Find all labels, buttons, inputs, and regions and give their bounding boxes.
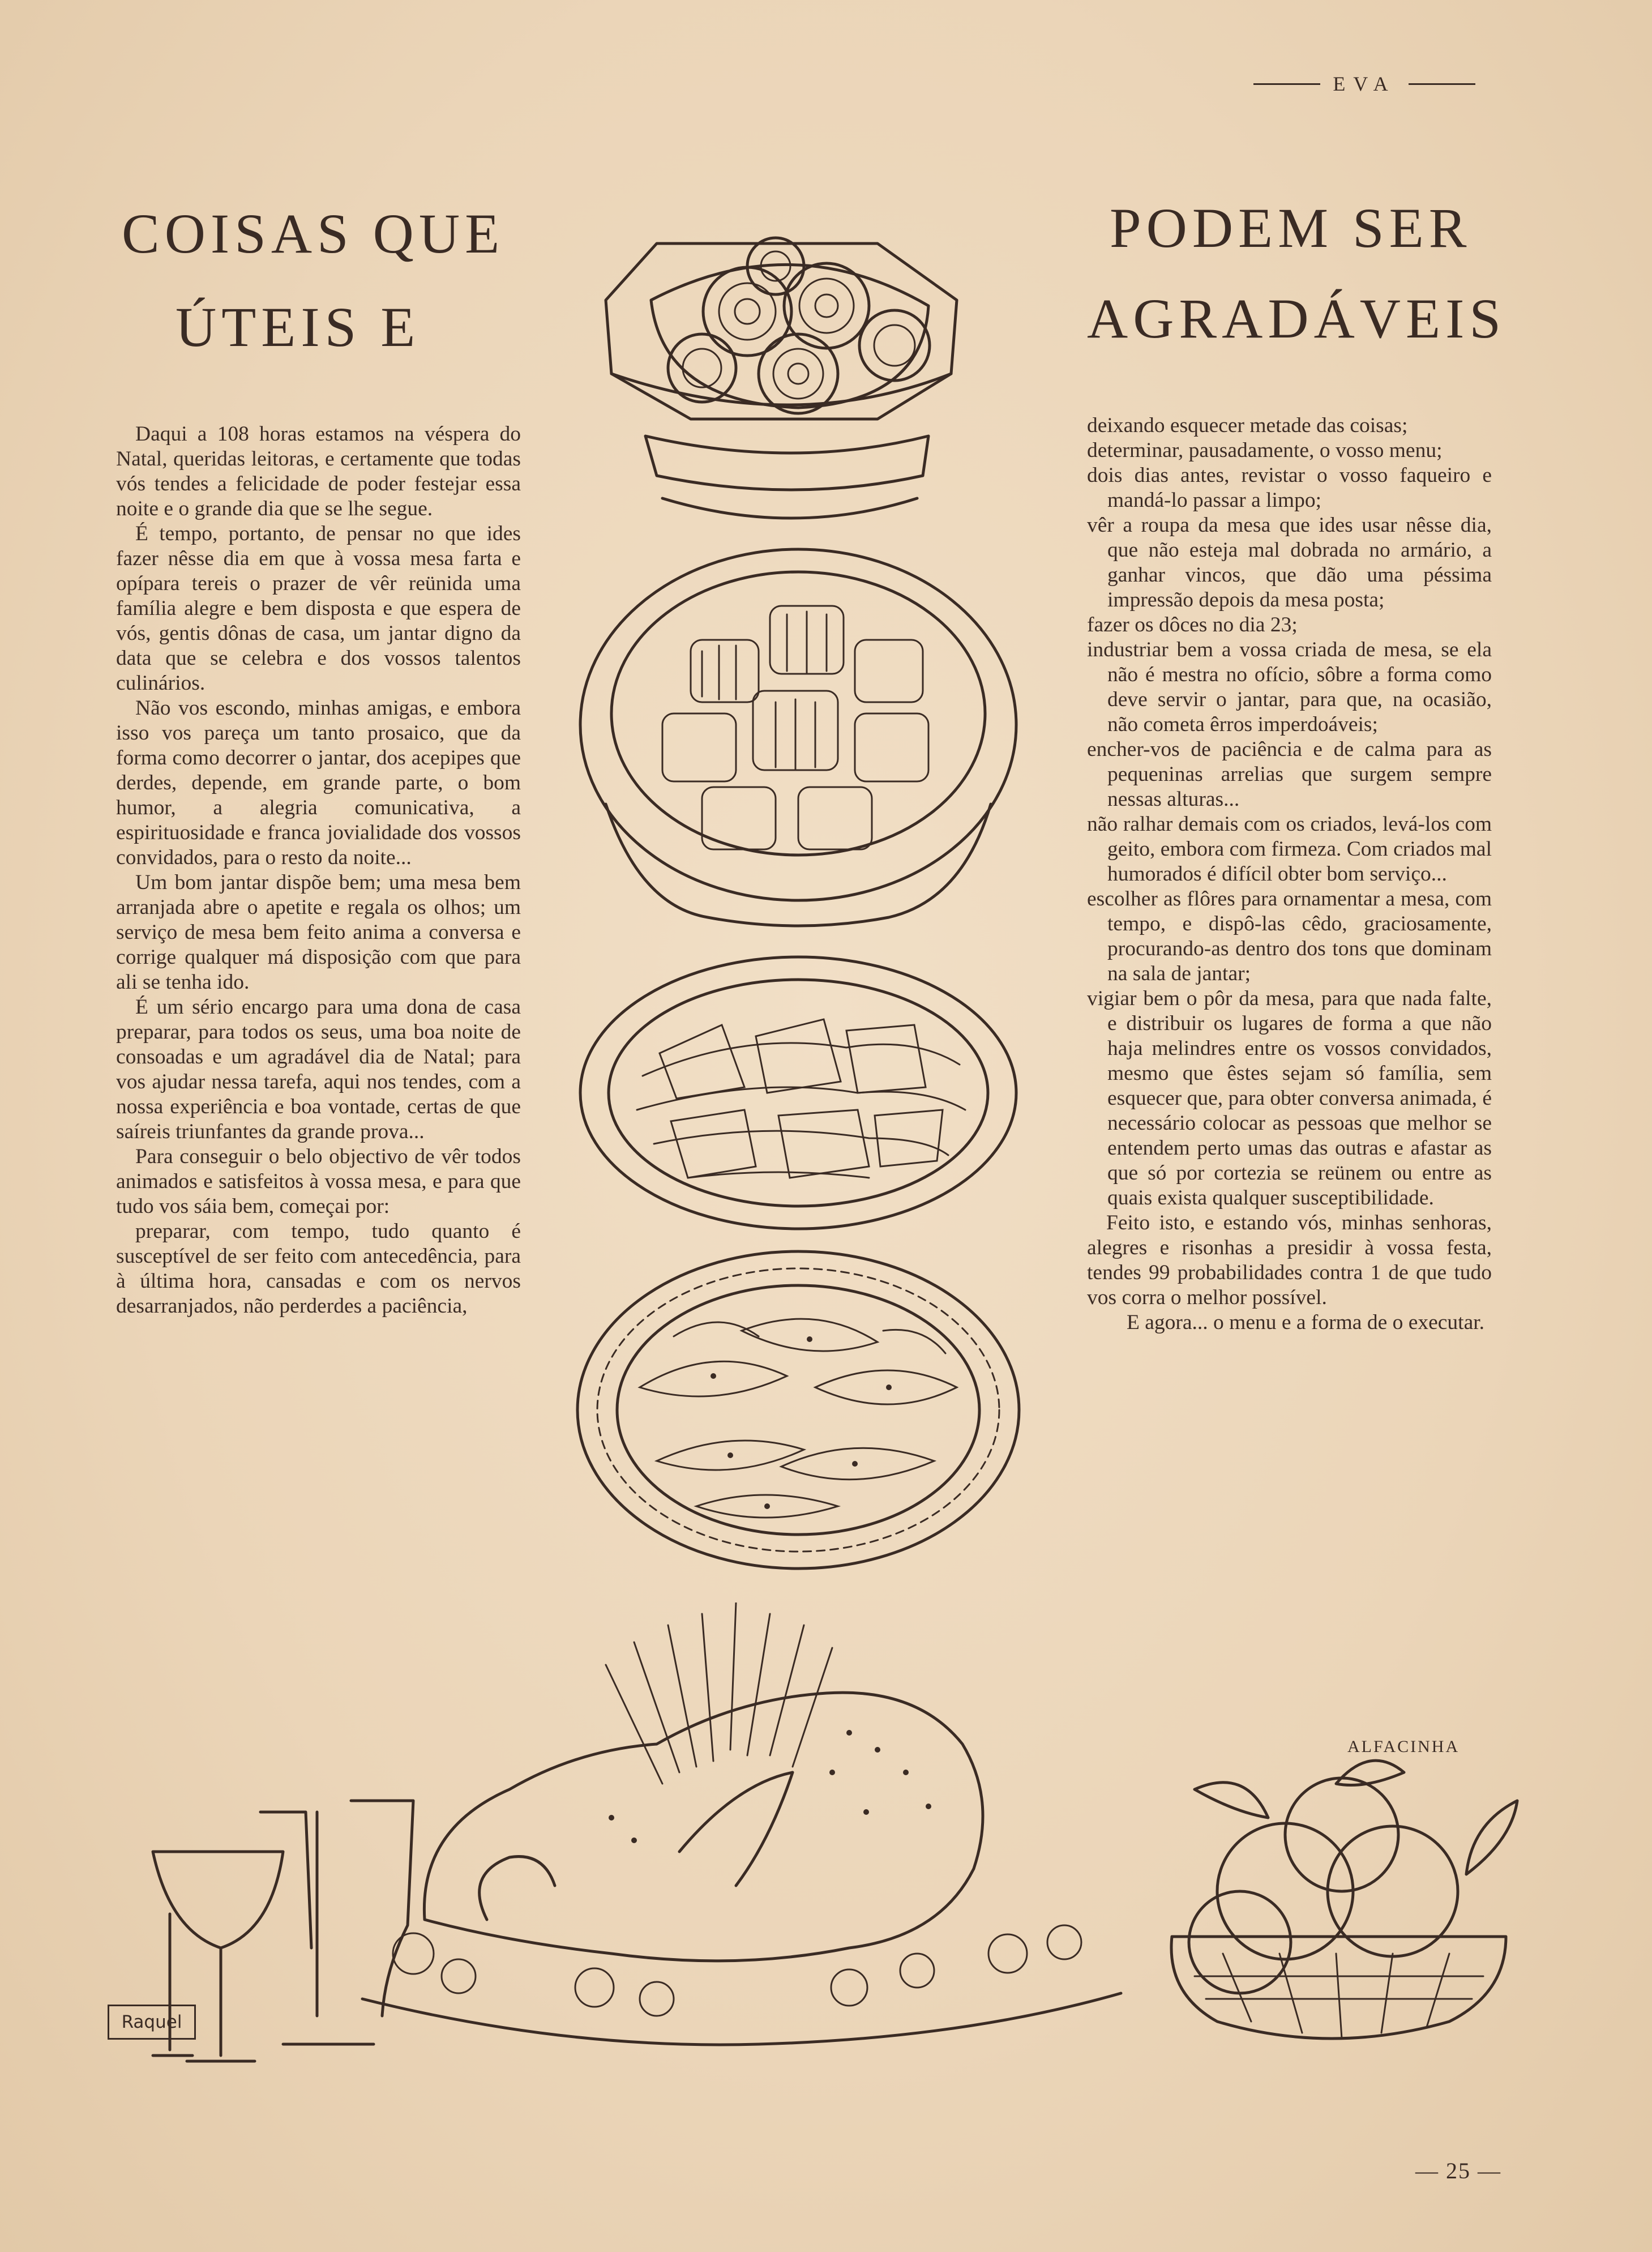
artist-signature: Raquel: [108, 2005, 196, 2040]
left-paragraph-1: Daqui a 108 horas estamos na véspera do Natal, queridas leitoras, e certamente que todas vós tendes a felicidade de poder festejar essa noite e o grande dia que se lhe segue.: [116, 422, 521, 520]
left-paragraph-5: É um sério encargo para uma dona de casa preparar, para todos os seus, uma boa noite de consoadas e um agradável dia de Natal; para vos ajudar nessa tarefa, aqui nos tendes, com a nossa experiência e boa vontade, certas de que saíreis triunfantes da grande prova...: [116, 995, 521, 1143]
pastry-dish-icon: [572, 1246, 1025, 1574]
cake-plate-icon: [560, 232, 1025, 549]
right-paragraph-5: fazer os dôces no dia 23;: [1087, 613, 1298, 636]
fish-platter-icon: [575, 951, 1022, 1234]
header-rule-right: [1409, 83, 1475, 85]
left-paragraph-6: Para conseguir o belo objectivo de vêr todos animados e satisfeitos à vossa mesa, e para que tudo vos sáia bem, começai por:: [116, 1145, 521, 1218]
title-right-line1: PODEM SER: [1110, 196, 1472, 259]
right-paragraph-2: determinar, pausadamente, o vosso menu;: [1087, 439, 1443, 462]
fruit-basket-icon: [1155, 1750, 1523, 2056]
right-paragraph-8: não ralhar demais com os criados, levá-los com geito, embora com firmeza. Com criados mal humorados é difícil obter bom serviço...: [1087, 813, 1492, 886]
roast-turkey-icon: [340, 1603, 1166, 2067]
title-left-line1: COISAS QUE: [122, 202, 505, 265]
right-paragraph-10: vigiar bem o pôr da mesa, para que nada falte, e distribuir os lugares de forma a que não haja melindres entre os vossos convidados, mesmo que êstes sejam só família, sem esquecer que, para obter conversa animada, é necessário colocar as pessoas que melhor se entendem perto umas das outras e afastar as que só por cortezia se reünem ou entre as quais exista qualquer susceptibilidade.: [1087, 987, 1492, 1210]
running-header: [1243, 67, 1486, 101]
left-paragraph-4: Um bom jantar dispõe bem; uma mesa bem arranjada abre o apetite e regala os olhos; um serviço de mesa bem feito anima a conversa e corrige qualquer má disposição com que para ali se tenha ido.: [116, 871, 521, 994]
magazine-name: EVA: [1333, 72, 1396, 95]
title-left-line2: ÚTEIS E: [176, 296, 421, 358]
right-paragraph-1: deixando esquecer metade das coisas;: [1087, 414, 1408, 437]
pastry-bowl-icon: [572, 544, 1025, 940]
right-paragraph-12: E agora... o menu e a forma de o executar.: [1127, 1311, 1485, 1334]
left-paragraph-2: É tempo, portanto, de pensar no que ides fazer nêsse dia em que à vossa mesa farta e opípara tereis o prazer de vêr reünida uma família alegre e bem disposta e que espera de vós, gentis dônas de casa, um jantar digno da data que se celebra e dos vossos talentos culinários.: [116, 522, 521, 695]
left-paragraph-7: preparar, com tempo, tudo quanto é susceptível de ser feito com antecedência, para à última hora, cansadas e com os nervos desarranjados, não perderdes a paciência,: [116, 1220, 521, 1318]
right-paragraph-3: dois dias antes, revistar o vosso faqueiro e mandá-lo passar a limpo;: [1087, 464, 1492, 512]
title-right-line2: AGRADÁVEIS: [1087, 287, 1506, 350]
header-rule-left: [1253, 83, 1320, 85]
right-paragraph-6: industriar bem a vossa criada de mesa, se ela não é mestra no ofício, sôbre a forma como deve servir o jantar, para que, na ocasião, não cometa êrros imperdoáveis;: [1087, 638, 1492, 736]
right-paragraph-7: encher-vos de paciência e de calma para as pequeninas arrelias que surgem sempre nessas alturas...: [1087, 738, 1492, 811]
left-column: [116, 422, 521, 1319]
right-column: [1087, 413, 1492, 1335]
right-paragraph-4: vêr a roupa da mesa que ides usar nêsse dia, que não esteja mal dobrada no armário, a ganhar vincos, que dão uma péssima impressão depois da mesa posta;: [1087, 514, 1492, 612]
author-signature: ALFACINHA: [1347, 1737, 1460, 1756]
right-paragraph-11: Feito isto, e estando vós, minhas senhoras, alegres e risonhas a presidir à vossa festa, tendes 99 probabilidades contra 1 de que tudo vos corra o melhor possível.: [1087, 1211, 1492, 1309]
right-paragraph-9: escolher as flôres para ornamentar a mesa, com tempo, e dispô-las cêdo, graciosamente, procurando-as dentro dos tons que dominam na sala de jantar;: [1087, 887, 1492, 985]
page-number: — 25 —: [1415, 2158, 1501, 2183]
left-paragraph-3: Não vos escondo, minhas amigas, e embora isso vos pareça um tanto prosaico, que da forma como decorrer o jantar, dos acepipes que derdes, depende, em grande parte, o bom humor, a alegria comunicativa, a espirituosidade e franca jovialidade dos vossos convidados, para o resto da noite...: [116, 696, 521, 869]
